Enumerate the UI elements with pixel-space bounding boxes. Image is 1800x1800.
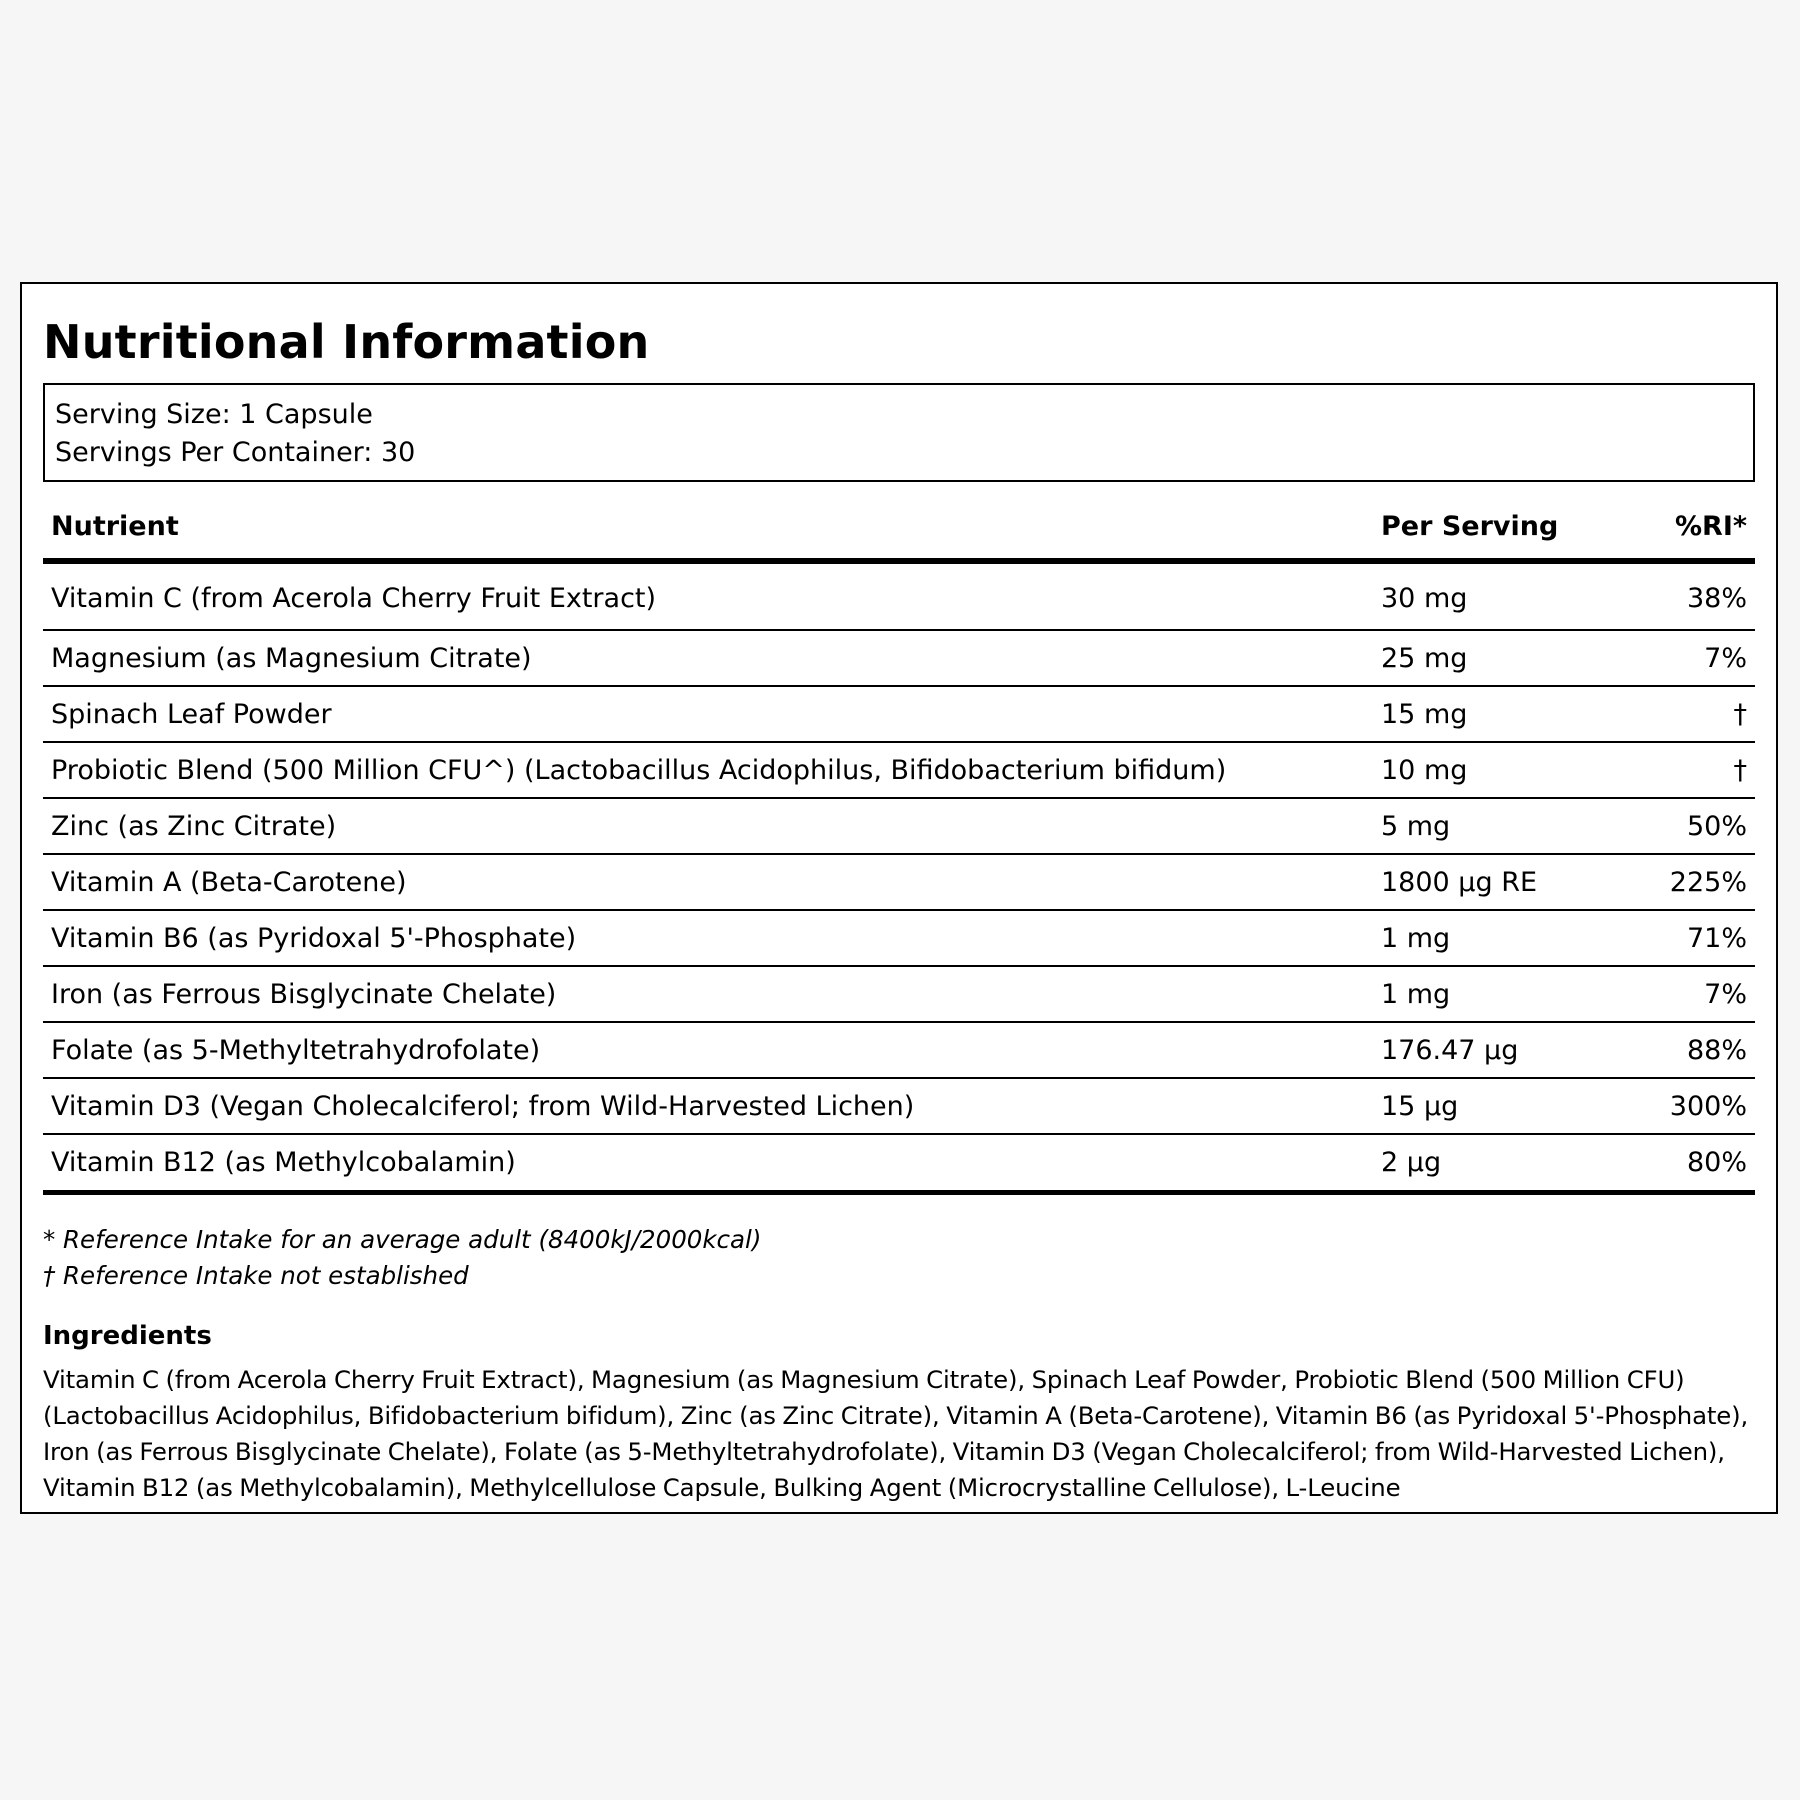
nutrition-panel <box>20 282 1778 1514</box>
nutrient-ri: † <box>1619 742 1755 798</box>
ingredients-text: Vitamin C (from Acerola Cherry Fruit Extract), Magnesium (as Magnesium Citrate), Spinach Leaf Powder, Probiotic Blend (500 Million CFU) (Lactobacillus Acidophilus, Bifidobacterium bifidum), Zinc (as Zinc Citrate), Vitamin A (Beta-Carotene), Vitamin B6 (as Pyridoxal 5'-Phosphate), Iron (as Ferrous Bisglycinate Chelate), Folate (as 5-Methyltetrahydrofolate), Vitamin D3 (Vegan Cholecalciferol; from Wild-Harvested Lichen), Vitamin B12 (as Methylcobalamin), Methylcellulose Capsule, Bulking Agent (Microcrystalline Cellulose), L-Leucine <box>43 1365 1749 1502</box>
nutrient-amount: 5 mg <box>1373 798 1619 854</box>
nutrient-name: Folate (as 5-Methyltetrahydrofolate) <box>43 1022 1373 1078</box>
page-title: Nutritional Information <box>43 315 650 369</box>
nutrient-amount: 10 mg <box>1373 742 1619 798</box>
nutrient-ri: 38% <box>1619 561 1755 630</box>
nutrient-amount: 1 mg <box>1373 910 1619 966</box>
nutrient-name: Zinc (as Zinc Citrate) <box>43 798 1373 854</box>
table-row <box>43 1134 1755 1193</box>
ingredients-heading: Ingredients <box>43 1321 212 1351</box>
servings-per-container: Servings Per Container: 30 <box>55 437 416 468</box>
table-row <box>43 966 1755 1022</box>
nutrient-name: Vitamin B6 (as Pyridoxal 5'-Phosphate) <box>43 910 1373 966</box>
nutrient-ri: 7% <box>1619 966 1755 1022</box>
serving-size: Serving Size: 1 Capsule <box>55 399 373 430</box>
nutrient-name: Iron (as Ferrous Bisglycinate Chelate) <box>43 966 1373 1022</box>
nutrient-ri: 71% <box>1619 910 1755 966</box>
nutrient-ri: † <box>1619 686 1755 742</box>
nutrient-ri: 7% <box>1619 630 1755 686</box>
table-row <box>43 742 1755 798</box>
header-nutrient: Nutrient <box>43 500 1373 561</box>
serving-info-box <box>43 383 1755 482</box>
table-row <box>43 561 1755 630</box>
nutrient-name: Magnesium (as Magnesium Citrate) <box>43 630 1373 686</box>
nutrient-amount: 176.47 μg <box>1373 1022 1619 1078</box>
nutrient-amount: 15 mg <box>1373 686 1619 742</box>
footnote-not-established: † Reference Intake not established <box>43 1261 469 1290</box>
header-ri: %RI* <box>1619 500 1755 561</box>
nutrient-name: Spinach Leaf Powder <box>43 686 1373 742</box>
nutrient-amount: 2 μg <box>1373 1134 1619 1193</box>
footnote-reference-intake: * Reference Intake for an average adult (8400kJ/2000kcal) <box>43 1225 762 1254</box>
table-header-row <box>43 500 1755 561</box>
table-row <box>43 798 1755 854</box>
nutrient-amount: 1800 μg RE <box>1373 854 1619 910</box>
nutrient-amount: 30 mg <box>1373 561 1619 630</box>
table-row <box>43 910 1755 966</box>
nutrient-name: Vitamin B12 (as Methylcobalamin) <box>43 1134 1373 1193</box>
nutrient-name: Vitamin D3 (Vegan Cholecalciferol; from Wild-Harvested Lichen) <box>43 1078 1373 1134</box>
nutrient-name: Probiotic Blend (500 Million CFU^) (Lactobacillus Acidophilus, Bifidobacterium bifidum) <box>43 742 1373 798</box>
table-row <box>43 1078 1755 1134</box>
nutrient-amount: 25 mg <box>1373 630 1619 686</box>
nutrient-ri: 80% <box>1619 1134 1755 1193</box>
nutrient-ri: 88% <box>1619 1022 1755 1078</box>
nutrient-name: Vitamin C (from Acerola Cherry Fruit Extract) <box>43 561 1373 630</box>
table-row <box>43 630 1755 686</box>
nutrient-ri: 300% <box>1619 1078 1755 1134</box>
table-row <box>43 854 1755 910</box>
nutrient-ri: 50% <box>1619 798 1755 854</box>
nutrient-name: Vitamin A (Beta-Carotene) <box>43 854 1373 910</box>
footnotes <box>43 1222 1755 1294</box>
nutrient-ri: 225% <box>1619 854 1755 910</box>
nutrient-amount: 15 μg <box>1373 1078 1619 1134</box>
table-row <box>43 1022 1755 1078</box>
table-row <box>43 686 1755 742</box>
header-per-serving: Per Serving <box>1373 500 1619 561</box>
nutrient-amount: 1 mg <box>1373 966 1619 1022</box>
nutrient-table <box>43 500 1755 1195</box>
